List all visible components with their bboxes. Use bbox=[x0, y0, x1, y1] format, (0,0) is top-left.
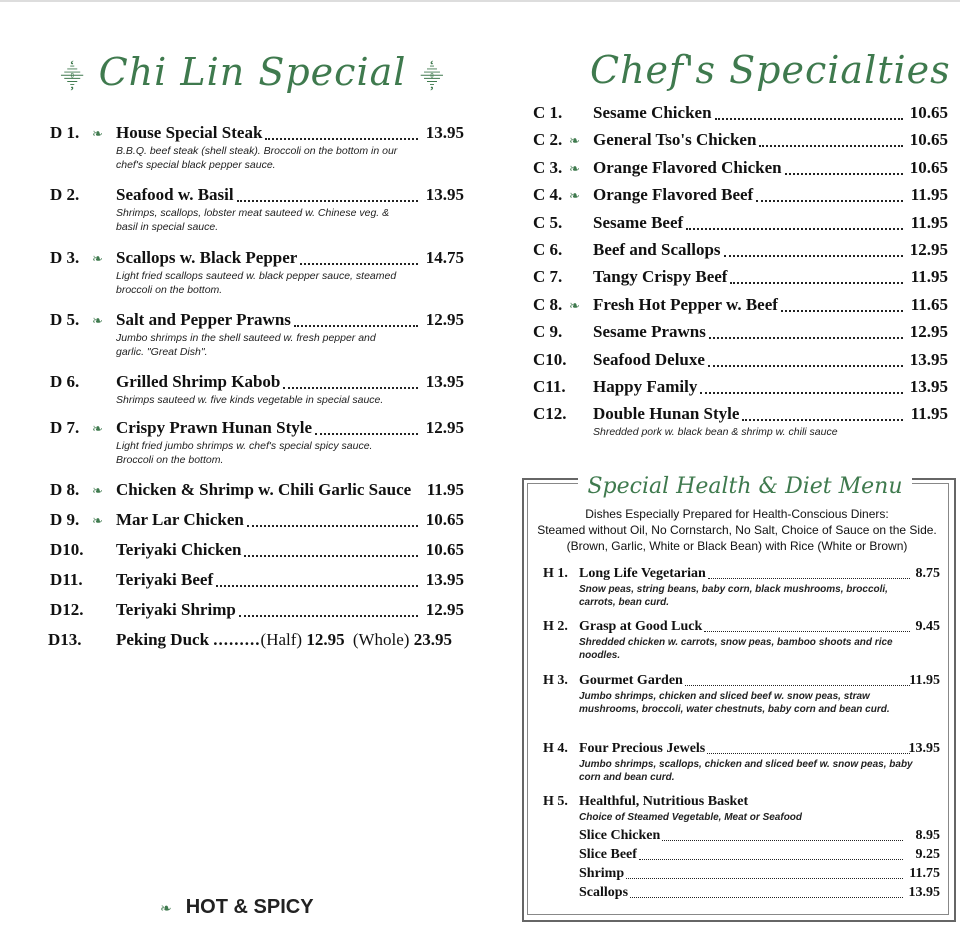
item-price: 10.65 bbox=[425, 510, 464, 529]
leader-dots bbox=[237, 200, 418, 202]
hot-leaf-icon: ❧ bbox=[569, 133, 580, 149]
item-price: 10.65 bbox=[425, 540, 464, 559]
item-price: 12.95 bbox=[425, 600, 464, 619]
option-price: 8.95 bbox=[915, 828, 940, 843]
item-code: D11. bbox=[50, 570, 83, 589]
hot-leaf-icon: ❧ bbox=[92, 421, 103, 436]
item-name: House Special Steak bbox=[116, 123, 263, 142]
leader-dots bbox=[626, 878, 903, 879]
item-code: C 4. bbox=[533, 185, 563, 205]
item-name: Double Hunan Style bbox=[593, 404, 740, 424]
leader-dots bbox=[724, 255, 903, 257]
top-border bbox=[0, 0, 960, 2]
item-description: Shrimps sauteed w. five kinds vegetable in special sauce. bbox=[116, 394, 384, 406]
item-price: 12.95 bbox=[425, 418, 464, 437]
item-description: Jumbo shrimps, chicken and sliced beef w. snow peas, straw mushrooms, broccoli, water chestnuts, baby corn and bean curd. bbox=[579, 691, 890, 715]
item-name: Grasp at Good Luck bbox=[579, 619, 703, 634]
chi-lin-title bbox=[40, 50, 465, 94]
item-name: Chicken & Shrimp w. Chili Garlic Sauce bbox=[116, 480, 412, 499]
whole-label: (Whole) bbox=[352, 630, 410, 649]
item-code: H 4. bbox=[543, 741, 568, 756]
option-price: 11.75 bbox=[909, 866, 940, 881]
item-code: D 5. bbox=[50, 310, 80, 329]
health-menu-title: Special Health & Diet Menu bbox=[578, 474, 912, 499]
option-price: 13.95 bbox=[908, 885, 940, 900]
item-code: D 9. bbox=[50, 510, 80, 529]
hot-spicy-legend bbox=[160, 896, 314, 919]
item-price: 11.95 bbox=[910, 212, 948, 232]
item-price: 12.95 bbox=[425, 310, 464, 329]
leader-dots bbox=[708, 365, 903, 367]
item-name: Teriyaki Shrimp bbox=[116, 600, 236, 619]
item-name: Scallops w. Black Pepper bbox=[116, 248, 298, 267]
item-price: 11.65 bbox=[910, 294, 948, 314]
item-price: 13.95 bbox=[909, 377, 948, 396]
leader-dots bbox=[662, 840, 903, 841]
item-price: 10.65 bbox=[909, 103, 948, 122]
item-name: General Tso's Chicken bbox=[593, 130, 757, 150]
leader-dots bbox=[265, 138, 418, 140]
item-code: D13. bbox=[48, 630, 82, 649]
item-code: D12. bbox=[50, 600, 84, 619]
item-name: Seafood Deluxe bbox=[593, 349, 705, 369]
leader-dots bbox=[283, 387, 418, 389]
item-name: Beef and Scallops bbox=[593, 240, 721, 259]
item-name: Crispy Prawn Hunan Style bbox=[116, 418, 312, 437]
item-description: B.B.Q. beef steak (shell steak). Broccoli on the bottom in our chef's special black pepper sauce. bbox=[116, 145, 398, 171]
item-name: Healthful, Nutritious Basket bbox=[579, 794, 749, 809]
item-code: H 2. bbox=[543, 619, 568, 634]
leader-dots bbox=[759, 145, 903, 147]
item-name: Grilled Shrimp Kabob bbox=[116, 372, 281, 391]
item-price: 12.95 bbox=[909, 322, 948, 342]
ornament-left-icon: ⸎ bbox=[60, 64, 85, 90]
item-description: Snow peas, string beans, baby corn, black mushrooms, broccoli, carrots, bean curd. bbox=[579, 584, 888, 608]
hot-leaf-icon: ❧ bbox=[569, 297, 580, 313]
chi-lin-title-text: Chi Lin Special bbox=[98, 50, 407, 94]
item-code: C 3. bbox=[533, 157, 563, 177]
item-code: C 8. bbox=[533, 294, 563, 314]
half-label: (Half) bbox=[260, 630, 303, 649]
item-price: 8.75 bbox=[915, 566, 940, 581]
ornament-right-icon: ⸎ bbox=[420, 64, 445, 90]
item-code: D10. bbox=[50, 540, 84, 559]
hot-leaf-icon: ❧ bbox=[160, 900, 172, 916]
leader-dots bbox=[781, 310, 903, 312]
hot-leaf-icon: ❧ bbox=[92, 251, 103, 266]
item-name: Teriyaki Beef bbox=[116, 570, 214, 589]
health-menu-intro bbox=[530, 506, 944, 554]
item-name: Sesame Chicken bbox=[593, 103, 712, 122]
item-name: Mar Lar Chicken bbox=[116, 510, 244, 529]
item-code: D 2. bbox=[50, 185, 80, 204]
option-name: Slice Beef bbox=[579, 847, 637, 862]
item-name: Seafood w. Basil bbox=[116, 185, 234, 204]
leader-dots bbox=[709, 337, 903, 339]
option-name: Shrimp bbox=[579, 866, 625, 881]
item-name: Fresh Hot Pepper w. Beef bbox=[593, 294, 778, 314]
item-name: Orange Flavored Chicken bbox=[593, 157, 782, 177]
item-price: 13.95 bbox=[425, 185, 464, 204]
whole-price: 23.95 bbox=[413, 630, 452, 649]
leader-dots bbox=[630, 897, 903, 898]
item-description: Shredded chicken w. carrots, snow peas, bamboo shoots and rice noodles. bbox=[579, 637, 893, 661]
item-code: C 5. bbox=[533, 212, 563, 232]
item-price: 11.95 bbox=[910, 185, 948, 205]
item-description: Jumbo shrimps, scallops, chicken and sliced beef w. snow peas, baby corn and bean curd. bbox=[579, 759, 913, 783]
item-name: Four Precious Jewels bbox=[579, 741, 706, 756]
intro-line: Steamed without Oil, No Cornstarch, No Salt, Choice of Sauce on the Side. bbox=[537, 523, 937, 537]
item-code: D 8. bbox=[50, 480, 80, 499]
item-code: D 1. bbox=[50, 123, 80, 142]
option-name: Slice Chicken bbox=[579, 828, 661, 843]
item-price: 14.75 bbox=[425, 248, 464, 267]
leader-dots bbox=[639, 859, 903, 860]
item-code: C 2. bbox=[533, 130, 563, 150]
item-name: Happy Family bbox=[593, 377, 698, 396]
leader-dots bbox=[294, 325, 418, 327]
item-code: H 3. bbox=[543, 673, 568, 688]
item-price: 13.95 bbox=[909, 349, 948, 369]
hot-leaf-icon: ❧ bbox=[92, 483, 103, 498]
item-price: 10.65 bbox=[909, 130, 948, 150]
leader-dots bbox=[730, 282, 903, 284]
item-price: 9.45 bbox=[915, 619, 940, 634]
leader-dots bbox=[315, 433, 418, 435]
item-code: C11. bbox=[533, 377, 566, 396]
item-code: C10. bbox=[533, 349, 567, 369]
option-price: 9.25 bbox=[915, 847, 940, 862]
leader-dots bbox=[756, 200, 903, 202]
option-name: Scallops bbox=[579, 885, 629, 900]
item-description: Shredded pork w. black bean & shrimp w. chili sauce bbox=[593, 426, 838, 439]
item-price: 11.95 bbox=[910, 404, 948, 424]
item-code: C 9. bbox=[533, 322, 563, 342]
item-description: Shrimps, scallops, lobster meat sauteed w. Chinese veg. & basil in special sauce. bbox=[116, 207, 390, 233]
leader-dots bbox=[244, 555, 418, 557]
item-code: H 1. bbox=[543, 566, 568, 581]
leader-dots bbox=[708, 578, 910, 579]
item-description: Light fried scallops sauteed w. black pepper sauce, steamed broccoli on the bottom. bbox=[116, 270, 397, 296]
item-name: Tangy Crispy Beef bbox=[593, 267, 728, 287]
leader-dots: ......... bbox=[213, 630, 261, 649]
peking-line bbox=[116, 630, 452, 650]
item-code: D 7. bbox=[50, 418, 80, 437]
half-price: 12.95 bbox=[306, 630, 345, 649]
item-name: Sesame Prawns bbox=[593, 322, 706, 342]
item-name: Salt and Pepper Prawns bbox=[116, 310, 291, 329]
hot-leaf-icon: ❧ bbox=[92, 513, 103, 528]
intro-line: Dishes Especially Prepared for Health-Conscious Diners: bbox=[585, 507, 889, 521]
item-price: 12.95 bbox=[909, 240, 948, 259]
hot-spicy-label: HOT & SPICY bbox=[185, 896, 314, 918]
item-code: D 3. bbox=[50, 248, 80, 267]
item-name: Orange Flavored Beef bbox=[593, 185, 754, 205]
leader-dots bbox=[300, 263, 418, 265]
hot-leaf-icon: ❧ bbox=[92, 313, 103, 328]
leader-dots bbox=[707, 753, 910, 754]
item-name: Long Life Vegetarian bbox=[579, 566, 706, 581]
item-name: Gourmet Garden bbox=[579, 673, 683, 688]
item-description: Light fried jumbo shrimps w. chef's special spicy sauce. Broccoli on the bottom. bbox=[116, 440, 373, 466]
item-name: Sesame Beef bbox=[593, 212, 684, 232]
leader-dots bbox=[785, 173, 903, 175]
item-price: 10.65 bbox=[909, 157, 948, 177]
leader-dots bbox=[715, 118, 903, 120]
hot-leaf-icon: ❧ bbox=[569, 160, 580, 176]
hot-leaf-icon: ❧ bbox=[92, 126, 103, 141]
item-description: Jumbo shrimps in the shell sauteed w. fresh pepper and garlic. "Great Dish". bbox=[116, 332, 376, 358]
item-name: Teriyaki Chicken bbox=[116, 540, 242, 559]
leader-dots bbox=[742, 419, 903, 421]
leader-dots bbox=[700, 392, 903, 394]
leader-dots bbox=[686, 228, 903, 230]
item-price: 11.95 bbox=[909, 673, 940, 688]
leader-dots bbox=[704, 631, 910, 632]
item-price: 13.95 bbox=[425, 123, 464, 142]
leader-dots bbox=[216, 585, 418, 587]
item-code: C 1. bbox=[533, 103, 563, 122]
item-code: C12. bbox=[533, 404, 567, 424]
leader-dots bbox=[685, 685, 910, 686]
hot-leaf-icon: ❧ bbox=[569, 188, 580, 204]
intro-line: (Brown, Garlic, White or Black Bean) with Rice (White or Brown) bbox=[566, 539, 908, 553]
item-name: Peking Duck bbox=[116, 630, 210, 649]
item-price: 11.95 bbox=[426, 480, 464, 499]
leader-dots bbox=[239, 615, 418, 617]
item-code: C 7. bbox=[533, 267, 563, 287]
item-code: H 5. bbox=[543, 794, 568, 809]
chefs-title: Chef's Specialties bbox=[590, 48, 951, 92]
item-price: 13.95 bbox=[425, 570, 464, 589]
leader-dots bbox=[247, 525, 418, 527]
item-code: C 6. bbox=[533, 240, 563, 259]
item-description: Choice of Steamed Vegetable, Meat or Seafood bbox=[579, 812, 803, 823]
item-code: D 6. bbox=[50, 372, 80, 391]
item-price: 13.95 bbox=[425, 372, 464, 391]
item-price: 11.95 bbox=[910, 267, 948, 287]
item-price: 13.95 bbox=[908, 741, 940, 756]
